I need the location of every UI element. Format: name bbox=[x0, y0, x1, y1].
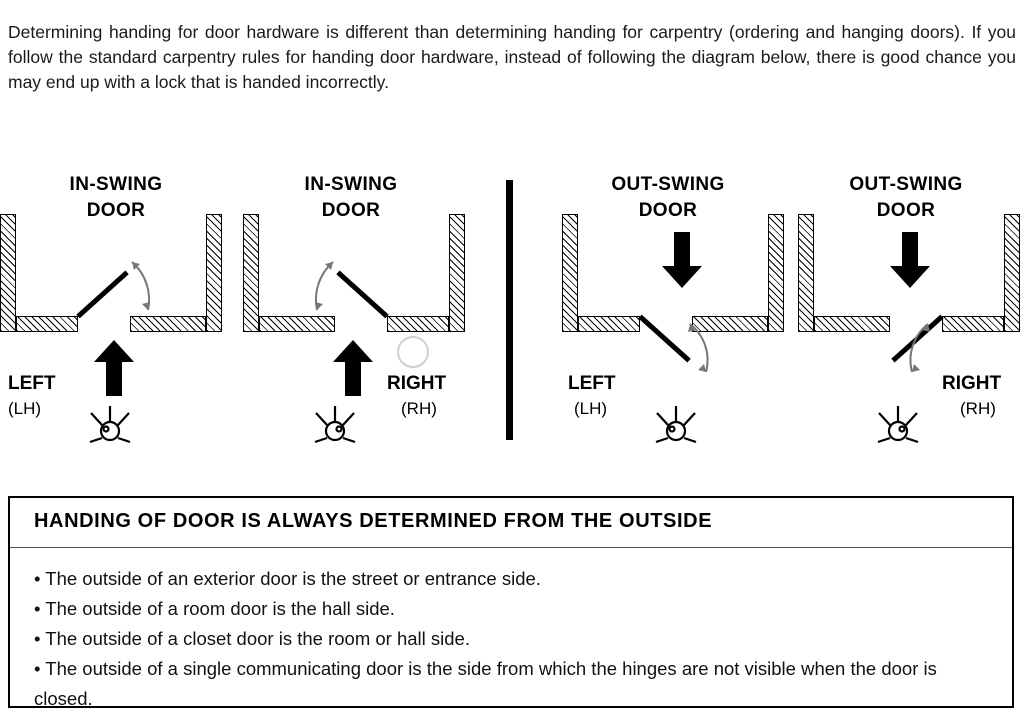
door-frame bbox=[798, 214, 1020, 332]
panel-title-line2: DOOR bbox=[638, 200, 698, 221]
approach-arrow-icon bbox=[890, 232, 930, 288]
note-list bbox=[34, 564, 994, 714]
swing-arc-icon bbox=[658, 310, 768, 390]
handing-note-box bbox=[8, 496, 1014, 708]
hand-label: RIGHT bbox=[387, 373, 447, 394]
wall-left bbox=[798, 214, 814, 332]
approach-arrow-icon bbox=[94, 340, 134, 396]
hand-sublabel: (LH) bbox=[574, 399, 608, 418]
hand-sublabel: (RH) bbox=[960, 399, 996, 418]
swing-arc-icon bbox=[281, 248, 391, 328]
sill-left bbox=[578, 316, 640, 332]
hand-sublabel: (LH) bbox=[8, 399, 42, 418]
panel-title-line1: OUT-SWING bbox=[849, 174, 963, 195]
approach-arrow-icon bbox=[662, 232, 702, 288]
note-box-header bbox=[10, 498, 1012, 548]
panel-out-swing-left bbox=[552, 150, 784, 460]
swing-arc-icon bbox=[74, 248, 184, 328]
right-hand-icon bbox=[870, 398, 926, 448]
panel-title-line1: OUT-SWING bbox=[611, 174, 725, 195]
hand-label: RIGHT bbox=[942, 373, 1002, 394]
handing-diagram bbox=[0, 150, 1024, 470]
hand-label: LEFT bbox=[568, 373, 616, 394]
panel-in-swing-right bbox=[235, 150, 467, 460]
wall-right bbox=[1004, 214, 1020, 332]
approach-arrow-icon bbox=[333, 340, 373, 396]
wall-left bbox=[562, 214, 578, 332]
left-hand-icon bbox=[648, 398, 704, 448]
wall-left bbox=[243, 214, 259, 332]
list-item: • The outside of a single communicating door is the side from which the hinges are not visible when the door is closed. bbox=[34, 658, 937, 709]
panel-title-line2: DOOR bbox=[86, 200, 146, 221]
diagram-divider bbox=[506, 180, 513, 440]
panel-out-swing-right bbox=[790, 150, 1022, 460]
panel-title-line1: IN-SWING bbox=[304, 174, 398, 195]
list-item: • The outside of an exterior door is the street or entrance side. bbox=[34, 568, 541, 589]
sill-right bbox=[387, 316, 449, 332]
hand-sublabel: (RH) bbox=[401, 399, 437, 418]
panel-in-swing-left bbox=[0, 150, 232, 460]
wall-right bbox=[206, 214, 222, 332]
wall-right bbox=[449, 214, 465, 332]
panel-title-line2: DOOR bbox=[321, 200, 381, 221]
wall-left bbox=[0, 214, 16, 332]
sill-left bbox=[16, 316, 78, 332]
hand-label: LEFT bbox=[8, 373, 56, 394]
list-item: • The outside of a room door is the hall side. bbox=[34, 598, 395, 619]
intro-paragraph: Determining handing for door hardware is different than determining handing for carpentry (ordering and hanging doors). If you follow the standard carpentry rules for handing door hardware, instead of following the diagram below, there is good chance you may end up with a lock that is handed incorrectly. bbox=[8, 21, 1016, 92]
blank-circle bbox=[397, 336, 429, 368]
panel-title-line2: DOOR bbox=[876, 200, 936, 221]
list-item: • The outside of a closet door is the room or hall side. bbox=[34, 628, 470, 649]
door-frame bbox=[562, 214, 784, 332]
wall-right bbox=[768, 214, 784, 332]
door-frame bbox=[0, 214, 222, 332]
door-frame bbox=[243, 214, 465, 332]
panel-title-line1: IN-SWING bbox=[69, 174, 163, 195]
note-box-heading: HANDING OF DOOR IS ALWAYS DETERMINED FROM THE OUTSIDE bbox=[34, 510, 713, 532]
left-hand-icon bbox=[82, 398, 138, 448]
right-hand-icon bbox=[307, 398, 363, 448]
